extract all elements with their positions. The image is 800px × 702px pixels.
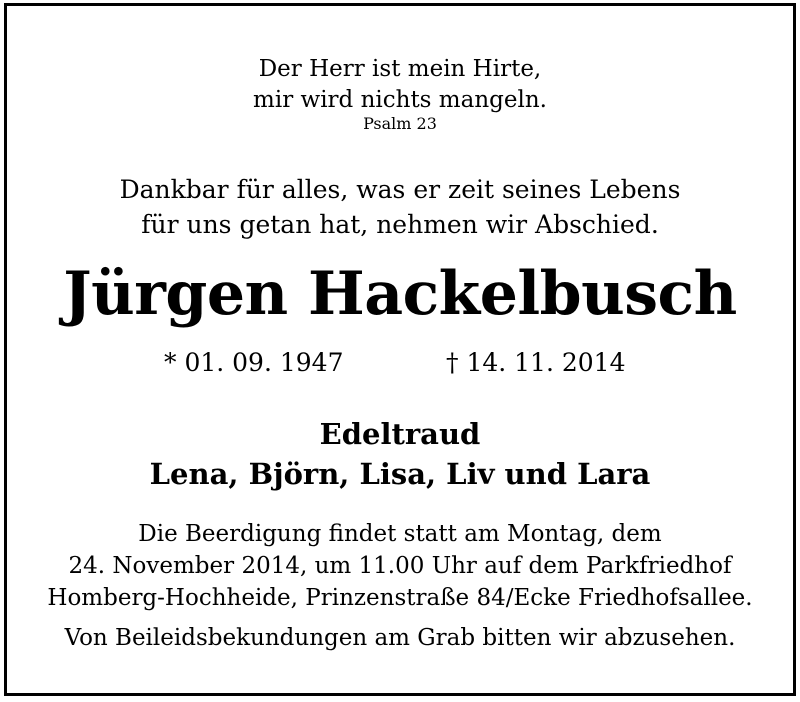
- obituary-notice: [4, 3, 796, 696]
- funeral-line: Homberg-Hochheide, Prinzenstraße 84/Ecke Friedhofsallee.: [47, 585, 753, 611]
- family-line: Edeltraud: [319, 417, 481, 451]
- family-names: [7, 414, 793, 494]
- birth-date: * 01. 09. 1947: [164, 348, 344, 377]
- psalm-quote: [7, 54, 793, 116]
- gratitude-line: für uns getan hat, nehmen wir Abschied.: [141, 210, 659, 239]
- gratitude-line: Dankbar für alles, was er zeit seines Lebens: [119, 175, 681, 204]
- psalm-source: Psalm 23: [363, 114, 437, 133]
- family-line: Lena, Björn, Lisa, Liv und Lara: [149, 457, 651, 491]
- deceased-name: Jürgen Hackelbusch: [63, 259, 737, 329]
- death-date: † 14. 11. 2014: [446, 348, 626, 377]
- funeral-details: [7, 518, 793, 614]
- psalm-line: Der Herr ist mein Hirte,: [258, 56, 542, 82]
- funeral-line: Die Beerdigung findet statt am Montag, dem: [138, 521, 662, 547]
- funeral-line: 24. November 2014, um 11.00 Uhr auf dem Parkfriedhof: [68, 553, 732, 579]
- condolence-note: Von Beileidsbekundungen am Grab bitten wir abzusehen.: [64, 625, 736, 651]
- psalm-line: mir wird nichts mangeln.: [253, 87, 547, 113]
- gratitude-text: [7, 172, 793, 242]
